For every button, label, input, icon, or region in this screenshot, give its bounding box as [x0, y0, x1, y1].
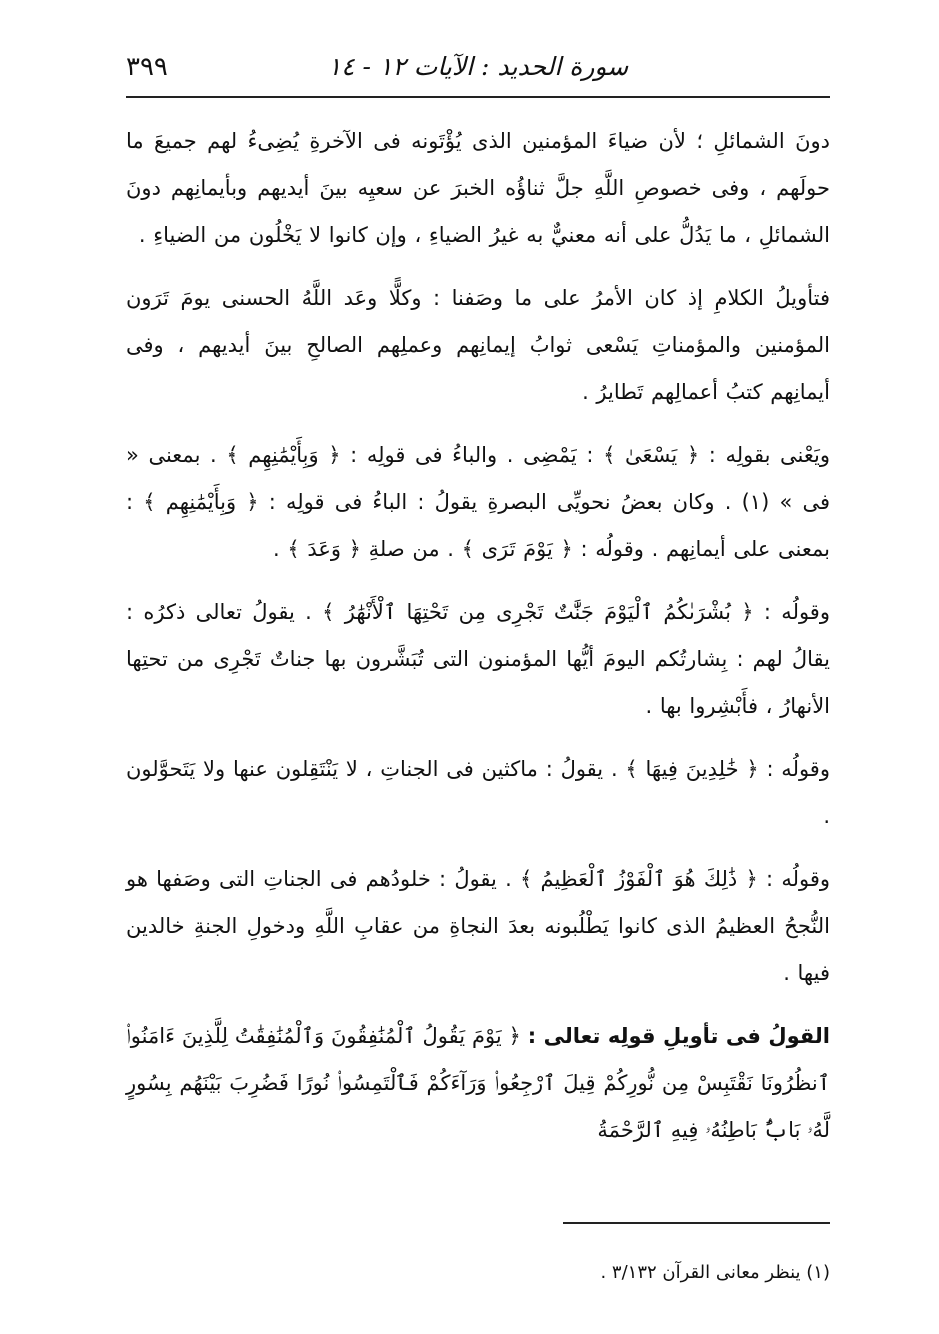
section-heading: القولُ فى تأويلِ قولِه تعالى : [527, 1024, 830, 1048]
paragraph: ويَعْنى بقولِه : ﴿ يَسْعَىٰ ﴾ : يَمْضِى . والباءُ فى قولِه : ﴿ وَبِأَيْمَٰنِهِم ﴾ . بمعنى « فى » (١) . وكان بعضُ نحويِّى البصرةِ يقولُ : الباءُ فى قولِه : ﴿ وَبِأَيْمَٰنِهِم ﴾ : بمعنى على أيمانِهم . وقولُه : ﴿ يَوْمَ تَرَى ﴾ . من صلةِ ﴿ وَعَدَ ﴾ . [126, 443, 831, 561]
paragraph: وقولُه : ﴿ بُشْرَىٰكُمُ ٱلْيَوْمَ جَنَّٰتٌ تَجْرِى مِن تَحْتِهَا ٱلْأَنْهَٰرُ ﴾ . يقولُ تعالى ذكرُه : يقالُ لهم : بِشارتُكم اليومَ أيُّها المؤمنون التى تُبَشَّرون بها جناتٌ تَجْرِى من تحتِها الأنهارُ ، فأَبْشِروا بها . [126, 600, 830, 718]
running-title: سورة الحديد : الآيات ١٢ - ١٤ [327, 52, 629, 81]
page-header [126, 52, 830, 98]
footnote-divider [563, 1222, 830, 1224]
section-paragraph [126, 1013, 830, 1154]
paragraph: فتأويلُ الكلامِ إذ كان الأمرُ على ما وصَفنا : وكلًّا وعَد اللَّهُ الحسنى يومَ تَرَون المؤمنين والمؤمناتِ يَسْعى ثوابُ إيمانِهم وعملِهم الصالحِ بينَ أيديهم ، وفى أيمانِهم كتبُ أعمالِهم تَطايرُ . [126, 286, 830, 404]
quran-verse: ﴿ يَوْمَ يَقُولُ ٱلْمُنَٰفِقُونَ وَٱلْمُنَٰفِقَٰتُ لِلَّذِينَ ءَامَنُوا۟ ٱنظُرُونَا نَقْتَبِسْ مِن نُّورِكُمْ قِيلَ ٱرْجِعُوا۟ وَرَآءَكُمْ فَٱلْتَمِسُوا۟ نُورًا فَضُرِبَ بَيْنَهُم بِسُورٍ لَّهُۥ بَابٌۢ بَاطِنُهُۥ فِيهِ ٱلرَّحْمَةُ [126, 1024, 830, 1142]
paragraph: وقولُه : ﴿ ذَٰلِكَ هُوَ ٱلْفَوْزُ ٱلْعَظِيمُ ﴾ . يقولُ : خلودُهم فى الجناتِ التى وصَفها هو النُّجحُ العظيمُ الذى كانوا يَطْلُبونه بعدَ النجاةِ من عقابِ اللَّهِ ودخولِ الجنةِ خالدين فيها . [126, 867, 830, 985]
paragraph: دونَ الشمائلِ ؛ لأن ضياءَ المؤمنين الذى يُؤْتَونه فى الآخرةِ يُضِىءُ لهم جميعَ ما حولَهم ، وفى خصوصِ اللَّهِ جلَّ ثناؤُه الخبرَ عن سعيِه بينَ أيديهم وبأيمانِهم دونَ الشمائلِ ، ما يَدُلُّ على أنه معنيٌّ به غيرُ الضياءِ ، وإن كانوا لا يَخْلُون من الضياءِ . [126, 129, 830, 247]
page-body [126, 118, 830, 1154]
footnote: (١) ينظر معانى القرآن ٣/١٣٢ . [600, 1262, 830, 1283]
paragraph: وقولُه : ﴿ خَٰلِدِينَ فِيهَا ﴾ . يقولُ : ماكثين فى الجناتِ ، لا يَنْتَقِلون عنها ولا يَتَحوَّلون . [126, 757, 830, 828]
page-number: ٣٩٩ [126, 52, 168, 82]
